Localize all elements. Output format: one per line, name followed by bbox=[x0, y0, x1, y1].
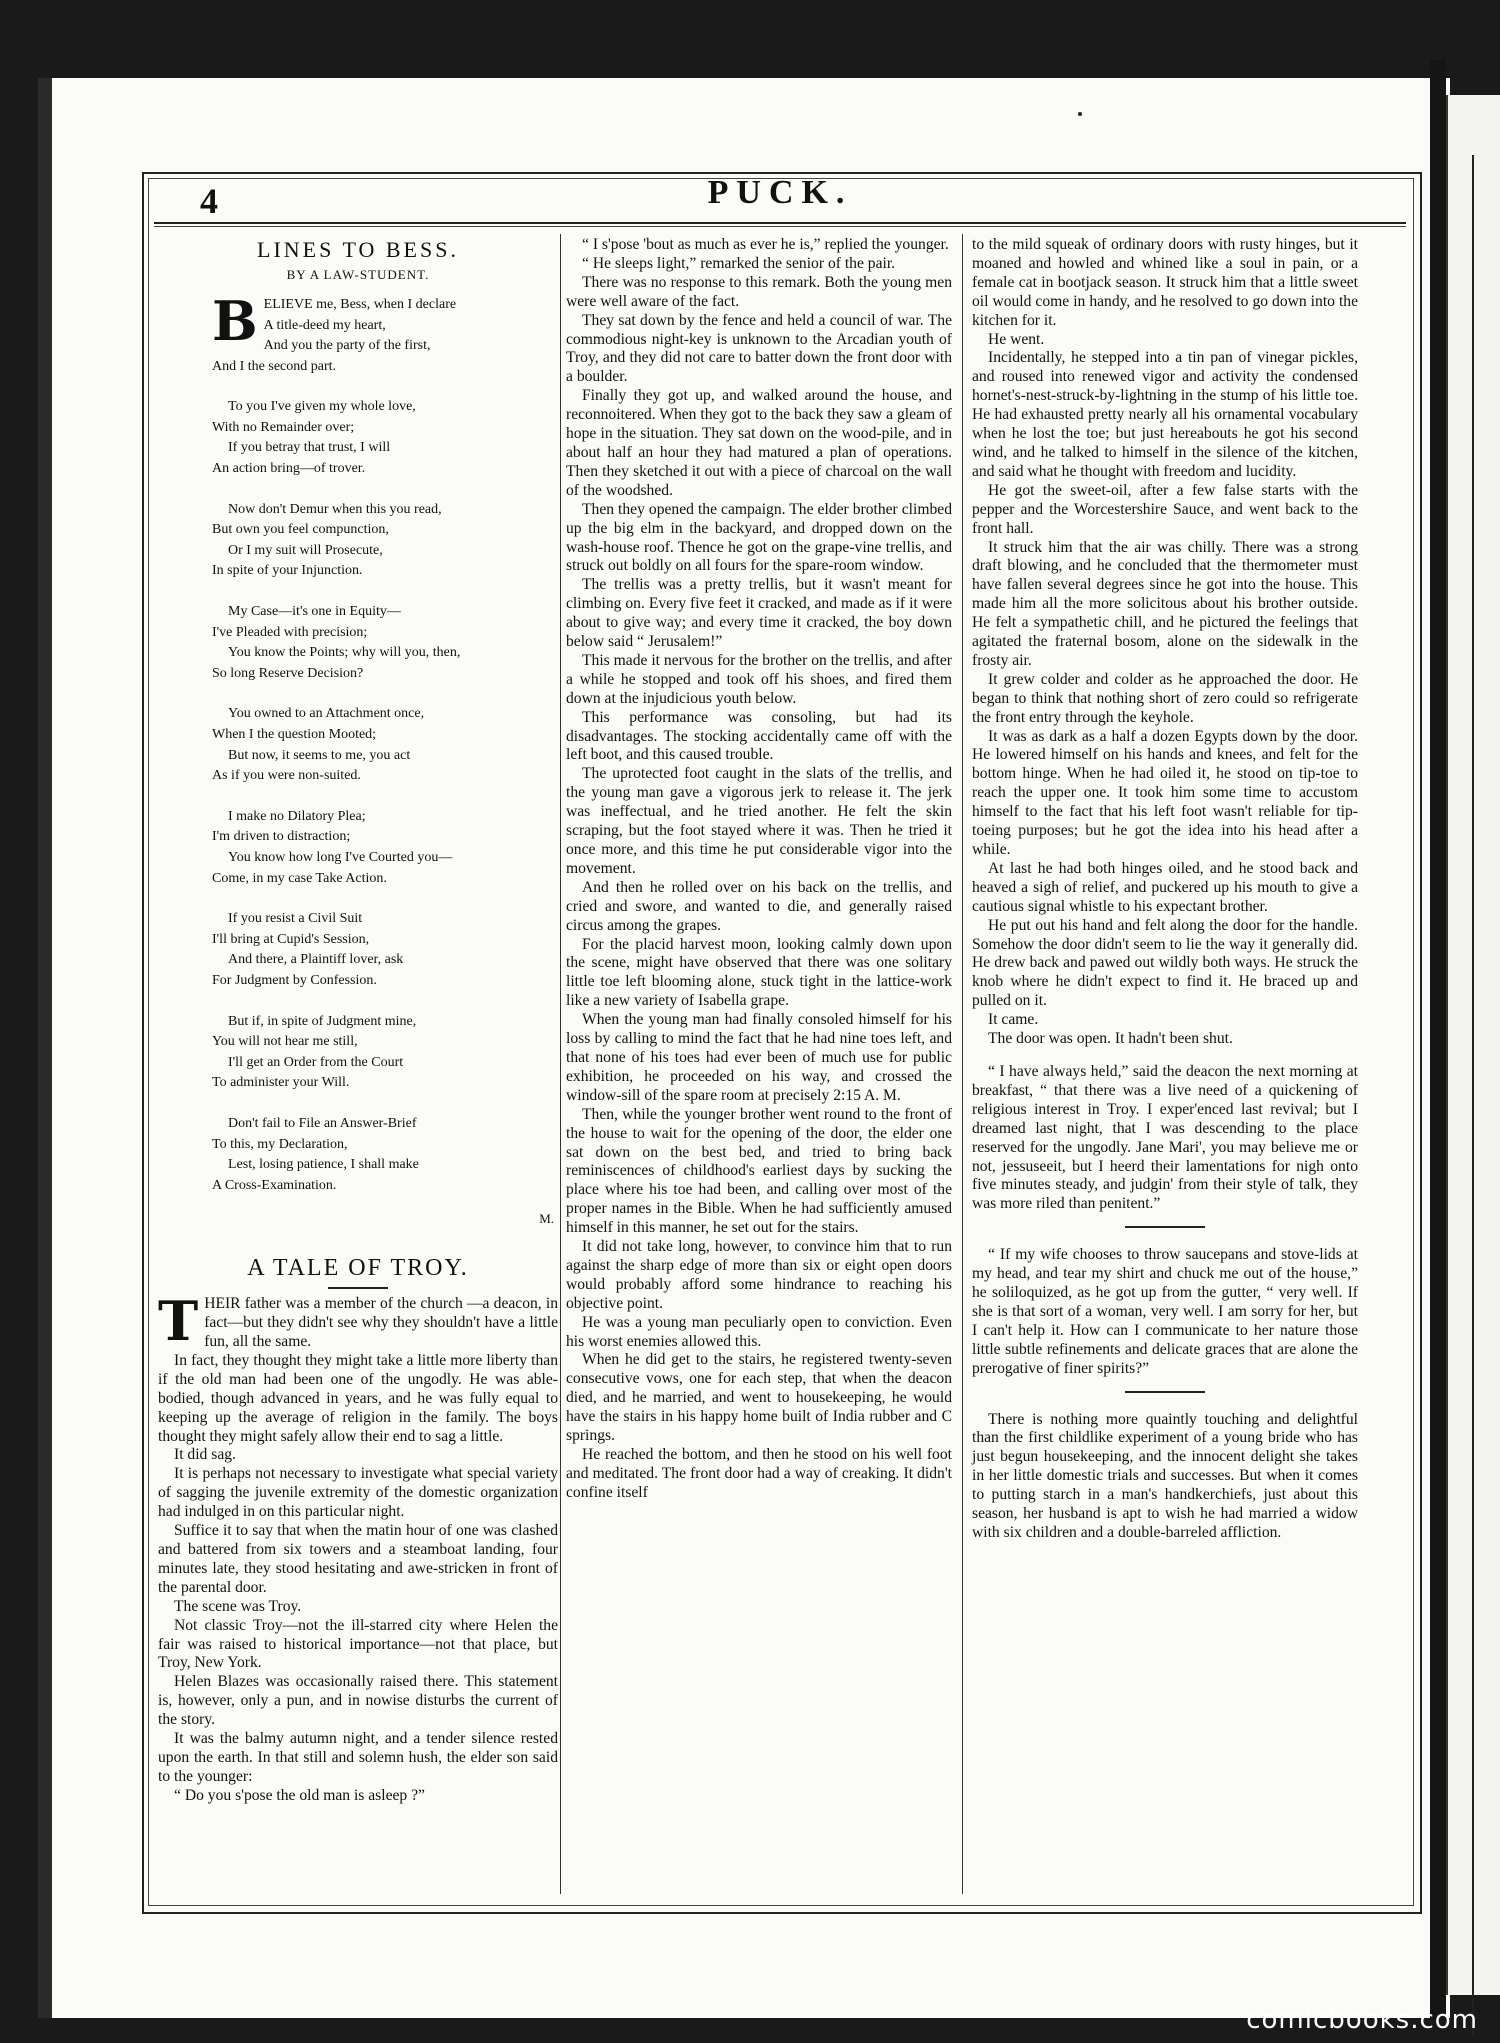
poem-line: Don't fail to File an Answer-Brief bbox=[228, 1115, 417, 1131]
poem-line: But if, in spite of Judgment mine, bbox=[228, 1013, 417, 1029]
facing-page-edge bbox=[1446, 95, 1500, 1995]
separator-rule bbox=[1125, 1226, 1205, 1228]
poem-stanza bbox=[212, 1012, 558, 1094]
poem-byline: BY A LAW-STUDENT. bbox=[286, 267, 430, 282]
story-title: A TALE OF TROY. bbox=[247, 1255, 469, 1282]
watermark-text: comicbooks.com bbox=[1246, 2005, 1478, 2035]
page-number: 4 bbox=[200, 181, 218, 221]
poem-stanza bbox=[212, 909, 558, 991]
poem-line: To this, my Declaration, bbox=[212, 1136, 348, 1152]
story-paragraph: Helen Blazes was occasionally raised there. This statement is, however, only a pun, and in nowise disturbs the current of the story. bbox=[158, 1673, 558, 1729]
poem-line: I make no Dilatory Plea; bbox=[228, 808, 366, 824]
story-paragraph: They sat down by the fence and held a council of war. The commodious night-key is unknown to the Arcadian youth of Troy, and they did not care to batter down the front door with a boulder. bbox=[566, 311, 952, 386]
deacon-paragraph: “ I have always held,” said the deacon the next morning at breakfast, “ that there was a live need of a quickening of religious interest in Troy. I exper'enced last revival; but I dreamed last night, that I was descending to the place reserved for the ungodly. Jane Mari', you may believe me or not, jessuseeit, but I heerd their lamentations for nigh onto five minutes steady, and judgin' from their style of talk, they was more riled than penitent.” bbox=[972, 1062, 1358, 1213]
poem-line: And I the second part. bbox=[212, 358, 337, 374]
story-paragraph-text: HEIR father was a member of the church —a deacon, in fact—but they didn't see why they shouldn't have a little fun, all the same. bbox=[204, 1295, 558, 1350]
poem-line: In spite of your Injunction. bbox=[212, 563, 363, 579]
poem-line: You know the Points; why will you, then, bbox=[228, 645, 461, 661]
column-2 bbox=[566, 236, 952, 1503]
bride-paragraph: There is nothing more quaintly touching and delightful than the first childlike experiment of a young bride who has just begun housekeeping, and the innocent delight she takes in her little domestic trials and successes. But when it comes to putting starch in a man's handkerchiefs, just about this season, her husband is apt to wish he had married a widow with six children and a double-barreled affliction. bbox=[972, 1410, 1358, 1541]
story-paragraph: Incidentally, he stepped into a tin pan of vinegar pickles, and roused into renewed vigor and activity the condensed hornet's-nest-struck-by-lightning in the stump of his little toe. He had exhausted pretty nearly all his ornamental vocabulary when he lost the toe; but just hereabouts he got his second wind, and he talked to himself in the silence of the kitchen, and said what he thought with freedom and lucidity. bbox=[972, 349, 1358, 480]
story-text-col3 bbox=[972, 236, 1358, 1049]
story-paragraph: It grew colder and colder as he approached the door. He began to think that nothing short of zero could so refrigerate the front entry through the keyhole. bbox=[972, 670, 1358, 726]
poem-line: As if you were non-suited. bbox=[212, 768, 361, 784]
story-paragraph: “ He sleeps light,” remarked the senior of the pair. bbox=[582, 254, 896, 272]
story-paragraph: At last he had both hinges oiled, and he stood back and heaved a sigh of relief, and puckered up his mouth to give a cautious signal whistle to his expectant brother. bbox=[972, 859, 1358, 915]
masthead-title: PUCK. bbox=[707, 174, 853, 211]
story-paragraph: The scene was Troy. bbox=[174, 1597, 302, 1615]
poem-line: You owned to an Attachment once, bbox=[228, 706, 425, 722]
poem-line: My Case—it's one in Equity— bbox=[228, 604, 401, 620]
title-rule bbox=[328, 1287, 388, 1289]
poem-stanza bbox=[212, 807, 558, 889]
story-paragraph: It struck him that the air was chilly. There was a strong draft blowing, and he concluded that the thermometer must have fallen several degrees since he got into the house. This made him all the more solicitous about his brother outside. He felt a sympathetic chill, and he pictured the feelings that agitated the fraternal bosom, alone on the sidewalk in the frosty air. bbox=[972, 538, 1358, 669]
column-3 bbox=[972, 236, 1358, 1543]
story-paragraph: He went. bbox=[988, 330, 1045, 348]
drop-cap: B bbox=[212, 288, 258, 353]
story-paragraph: There was no response to this remark. Both the young men were well aware of the fact. bbox=[566, 273, 952, 310]
story-paragraph: For the placid harvest moon, looking calmly down upon the scene, might have observed that there was one solitary little toe left blooming alone, stuck tight in the lattice-work like a new variety of Isabella grape. bbox=[566, 935, 952, 1010]
poem-line: With no Remainder over; bbox=[212, 419, 355, 435]
poem-line: But now, it seems to me, you act bbox=[228, 747, 411, 763]
story-paragraph: “ Do you s'pose the old man is asleep ?” bbox=[174, 1786, 425, 1804]
binding-edge bbox=[38, 78, 52, 2018]
poem-line: To you I've given my whole love, bbox=[228, 399, 416, 415]
story-paragraph: He put out his hand and felt along the door for the handle. Somehow the door didn't seem to lie the way it generally did. He drew back and pawed out wildly both ways. He struck the knob where he didn't expect to find it. He braced up and pulled on it. bbox=[972, 916, 1358, 1010]
column-1 bbox=[158, 236, 558, 1806]
story-paragraph: When the young man had finally consoled himself for his loss by calling to mind the fact that he had nine toes left, and that none of his toes had ever been of much use for public exhibition, he proceeded on his way, and crossed the window-sill of the spare room at precisely 2:15 A. M. bbox=[566, 1011, 952, 1104]
story-paragraph: And then he rolled over on his back on the trellis, and cried and swore, and wanted to die, and generally raised circus among the grapes. bbox=[566, 878, 952, 934]
story-paragraph: It is perhaps not necessary to investigate what special variety of sagging the juvenile extremity of the domestic organization had indulged in on this particular night. bbox=[158, 1465, 558, 1521]
poem-line: If you resist a Civil Suit bbox=[228, 911, 363, 927]
poem-line: I'm driven to distraction; bbox=[212, 829, 351, 845]
story-paragraph: When he did get to the stairs, he registered twenty-seven consecutive vows, one for each step, that when the deacon died, and he married, and went to housekeeping, he would have the stairs in his happy home built of India rubber and C springs. bbox=[566, 1351, 952, 1445]
story-paragraph: Not classic Troy—not the ill-starred city where Helen the fair was raised to historical importance—not that place, but Troy, New York. bbox=[158, 1616, 558, 1672]
story-paragraph: It was the balmy autumn night, and a tender silence rested upon the earth. In that still and solemn hush, the elder son said to the younger: bbox=[158, 1730, 558, 1785]
drop-cap: T bbox=[158, 1289, 199, 1354]
poem-stanza bbox=[212, 397, 558, 479]
story-paragraph: It did not take long, however, to convince him that to run against the sharp edge of more than six or eight open doors would probably afford some hindrance to reaching his objective point. bbox=[566, 1238, 952, 1312]
story-paragraph: Then they opened the campaign. The elder brother climbed up the big elm in the backyard, and dropped down on the wash-house roof. Thence he got on the grape-vine trellis, and struck out boldly on all fours for the spare-room window. bbox=[566, 500, 952, 575]
separator-rule bbox=[1125, 1391, 1205, 1393]
poem-line: And you the party of the first, bbox=[263, 338, 431, 354]
poem-line: Come, in my case Take Action. bbox=[212, 870, 387, 886]
poem-line: Lest, losing patience, I shall make bbox=[228, 1157, 419, 1173]
story-paragraph: “ I s'pose 'bout as much as ever he is,” replied the younger. bbox=[582, 236, 949, 253]
poem-line: And there, a Plaintiff lover, ask bbox=[228, 952, 404, 968]
story-paragraph: It did sag. bbox=[174, 1446, 236, 1464]
story-paragraph: The trellis was a pretty trellis, but it wasn't meant for climbing on. Every five feet it cracked, and made as if it were about to give way; and every time it cracked, the boy down below said “ Jerusalem!” bbox=[566, 576, 952, 651]
column-divider-2 bbox=[962, 234, 963, 1894]
story-paragraph: In fact, they thought they might take a little more liberty than if the old man had been one of the ungodly. He was able-bodied, though advanced in years, and he was fully equal to keeping up the average of religion in the family. The boys thought they might safely allow their end to sag a little. bbox=[158, 1351, 558, 1445]
poem-line: ELIEVE me, Bess, when I declare bbox=[263, 296, 457, 312]
poem-line: A title-deed my heart, bbox=[263, 317, 386, 333]
poem-line: Now don't Demur when this you read, bbox=[228, 501, 442, 517]
poem-line: For Judgment by Confession. bbox=[212, 972, 377, 988]
poem-title: LINES TO BESS. bbox=[257, 237, 459, 262]
poem-stanza bbox=[212, 1114, 558, 1196]
poem-signature: M. bbox=[539, 1211, 554, 1227]
story-paragraph: He was a young man peculiarly open to conviction. Even his worst enemies allowed this. bbox=[566, 1313, 952, 1350]
story-text-col1 bbox=[158, 1289, 558, 1805]
ink-speck bbox=[1078, 112, 1082, 116]
poem-body bbox=[158, 288, 558, 1196]
poem-stanza bbox=[212, 704, 558, 786]
story-paragraph: This performance was consoling, but had its disadvantages. The stocking accidentally came off with the left boot, and this caused trouble. bbox=[566, 708, 952, 764]
poem-line: So long Reserve Decision? bbox=[212, 665, 364, 681]
poem-line: To administer your Will. bbox=[212, 1075, 350, 1091]
story-paragraph: He reached the bottom, and then he stood on his well foot and meditated. The front door had a way of creaking. It didn't confine itself bbox=[566, 1446, 952, 1501]
poem-line: If you betray that trust, I will bbox=[228, 440, 391, 456]
poem-stanza bbox=[212, 500, 558, 582]
header-rule-thin bbox=[154, 226, 1406, 227]
story-paragraph: The uprotected foot caught in the slats of the trellis, and the young man gave a vigorous jerk to release it. The jerk was ineffectual, and he tried another. He felt the skin scraping, but the foot stayed where it was. Then he tried it once more, and this time he put considerable vigor into the movement. bbox=[566, 765, 952, 877]
story-paragraph: This made it nervous for the brother on the trellis, and after a while he stopped and took off his shoes, and fired them down at the injudicious youth below. bbox=[566, 651, 952, 707]
poem-line: An action bring—of trover. bbox=[212, 461, 366, 477]
poem-stanza bbox=[212, 602, 558, 684]
header-rule bbox=[154, 222, 1406, 224]
column-divider-1 bbox=[560, 234, 561, 1894]
poem-line: When I the question Mooted; bbox=[212, 727, 377, 742]
poem-line: I've Pleaded with precision; bbox=[212, 624, 368, 640]
story-paragraph bbox=[158, 1289, 558, 1354]
story-paragraph: The door was open. It hadn't been shut. bbox=[988, 1030, 1233, 1048]
poem-line: I'll get an Order from the Court bbox=[228, 1054, 404, 1070]
story-paragraph: to the mild squeak of ordinary doors with rusty hinges, but it moaned and howled and whined like a soul in pain, or a female cat in bootjack season. It struck him that a little sweet oil would come in handy, and he resolved to go down into the kitchen for it. bbox=[972, 236, 1358, 329]
gutter-shadow bbox=[1430, 60, 1446, 2020]
poem-stanza bbox=[212, 288, 558, 377]
poem-line: I'll bring at Cupid's Session, bbox=[212, 931, 370, 947]
poem-line: Or I my suit will Prosecute, bbox=[228, 542, 383, 558]
story-paragraph: He got the sweet-oil, after a few false starts with the pepper and the Worcestershire Sauce, and went back to the front hall. bbox=[972, 481, 1358, 537]
story-paragraph: Suffice it to say that when the matin hour of one was clashed and battered from six towers and a steamboat landing, four minutes late, they stood hesitating and awe-stricken in front of the parental door. bbox=[158, 1522, 558, 1596]
story-paragraph: Finally they got up, and walked around the house, and reconnoitered. When they got to the back they saw a gleam of hope in the situation. They sat down on the wood-pile, and in about half an hour they had matured a plan of operations. Then they sketched it out with a piece of charcoal on the wall of the woodshed. bbox=[566, 387, 952, 499]
poem-line: A Cross-Examination. bbox=[212, 1177, 337, 1193]
story-paragraph: It was as dark as a half a dozen Egypts down by the door. He lowered himself on his hands and knees, and felt for the bottom hinge. When he had oiled it, he stood on tip-toe to reach the upper one. It took him some time to accustom himself to the fact that his left foot wasn't reliable for tip-toeing purposes; but he got the idea into his head after a while. bbox=[972, 727, 1358, 858]
poem-line: You know how long I've Courted you— bbox=[228, 849, 453, 865]
story-paragraph: Then, while the younger brother went round to the front of the house to wait for the opening of the door, the elder one sat down on the best bed, and tried to bring back reminiscences of childhood's earliest days by sucking the place where his toe had been, and calling over most of the proper names in the Bible. When he had sufficiently amused himself in this manner, he set out for the stairs. bbox=[566, 1105, 952, 1237]
poem-line: But own you feel compunction, bbox=[212, 522, 389, 538]
saucepans-paragraph: “ If my wife chooses to throw saucepans and stove-lids at my head, and tear my shirt and chuck me out of the house,” he soliloquized, as he got up from the gutter, “ very well. If she is that sort of a woman, very well. I am sorry for her, but I can't help it. How can I communicate to her nature those little subtle refinements and delicate graces that are alone the prerogative of finer spirits?” bbox=[972, 1246, 1358, 1377]
poem-line: You will not hear me still, bbox=[212, 1034, 358, 1050]
story-paragraph: It came. bbox=[988, 1011, 1039, 1029]
